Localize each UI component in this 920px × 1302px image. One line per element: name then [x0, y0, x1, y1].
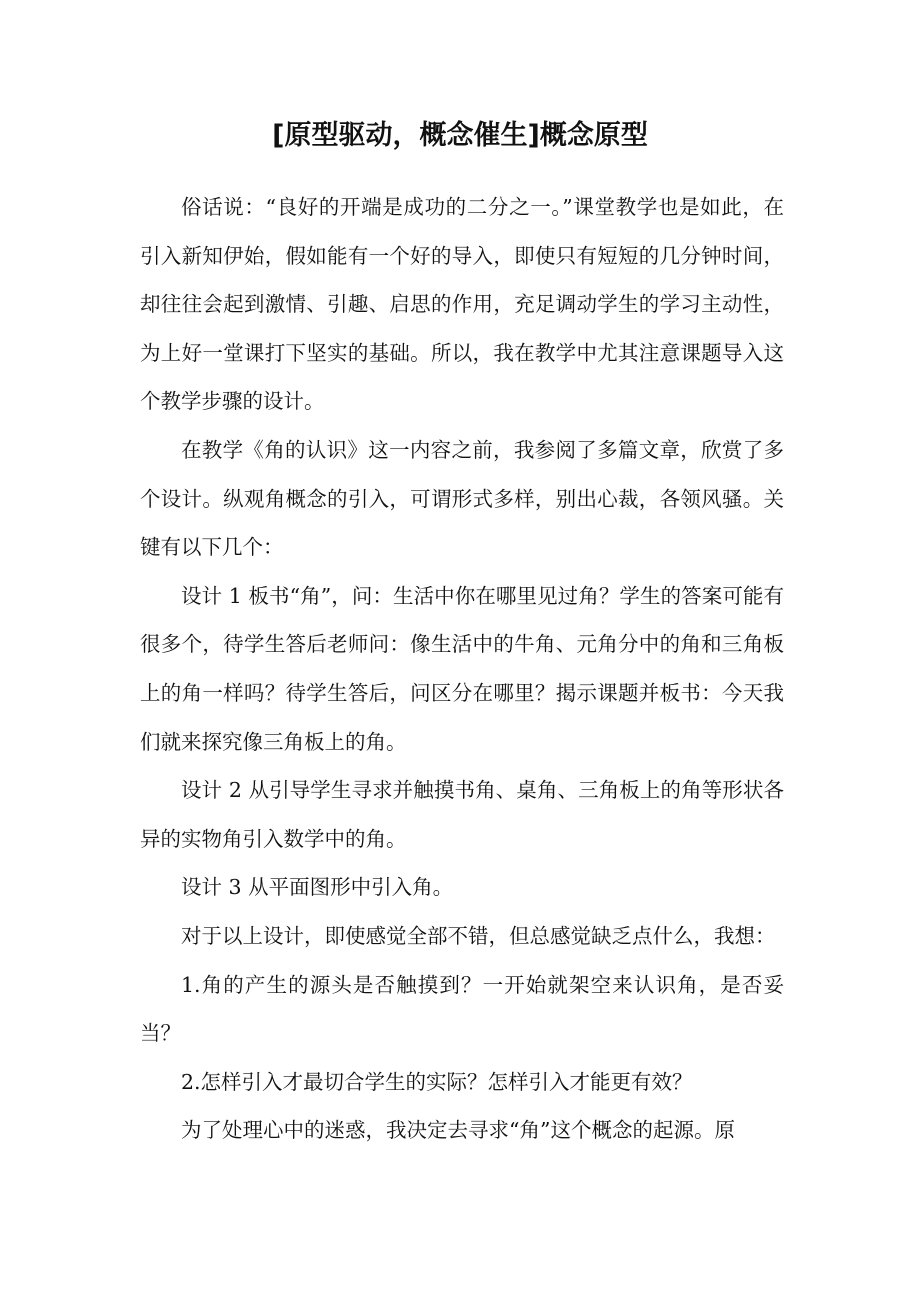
paragraph-2: 在教学《角的认识》这一内容之前，我参阅了多篇文章，欣赏了多个设计。纵观角概念的引入，可谓形式多样，别出心裁，各领风骚。关键有以下几个：	[140, 437, 784, 560]
paragraph-5: 设计 3 从平面图形中引入角。	[181, 875, 454, 900]
paragraph-7: 1.角的产生的源头是否触摸到？一开始就架空来认识角，是否妥当？	[140, 972, 784, 1046]
document-title: [原型驱动，概念催生]概念原型	[272, 120, 648, 151]
paragraph-4: 设计 2 从引导学生寻求并触摸书角、桌角、三角板上的角等形状各异的实物角引入数学中的角。	[140, 778, 784, 851]
paragraph-6: 对于以上设计，即使感觉全部不错，但总感觉缺乏点什么，我想：	[181, 923, 776, 948]
document-body	[140, 183, 784, 1155]
paragraph-1: 俗话说：“良好的开端是成功的二分之一。”课堂教学也是如此，在引入新知伊始，假如能有一个好的导入，即使只有短短的几分钟时间，却往往会起到激情、引趣、启思的作用，充足调动学生的学习主动性，为上好一堂课打下坚实的基础。所以，我在教学中尤其注意课题导入这个教学步骤的设计。	[140, 195, 784, 414]
paragraph-9: 为了处理心中的迷惑，我决定去寻求“角”这个概念的起源。原	[181, 1118, 735, 1143]
paragraph-3: 设计 1 板书“角”，问：生活中你在哪里见过角？学生的答案可能有很多个，待学生答后老师问：像生活中的牛角、元角分中的角和三角板上的角一样吗？待学生答后，问区分在哪里？揭示课题并板书：今天我们就来探究像三角板上的角。	[140, 583, 784, 754]
paragraph-8: 2.怎样引入才最切合学生的实际？怎样引入才能更有效？	[181, 1069, 693, 1094]
